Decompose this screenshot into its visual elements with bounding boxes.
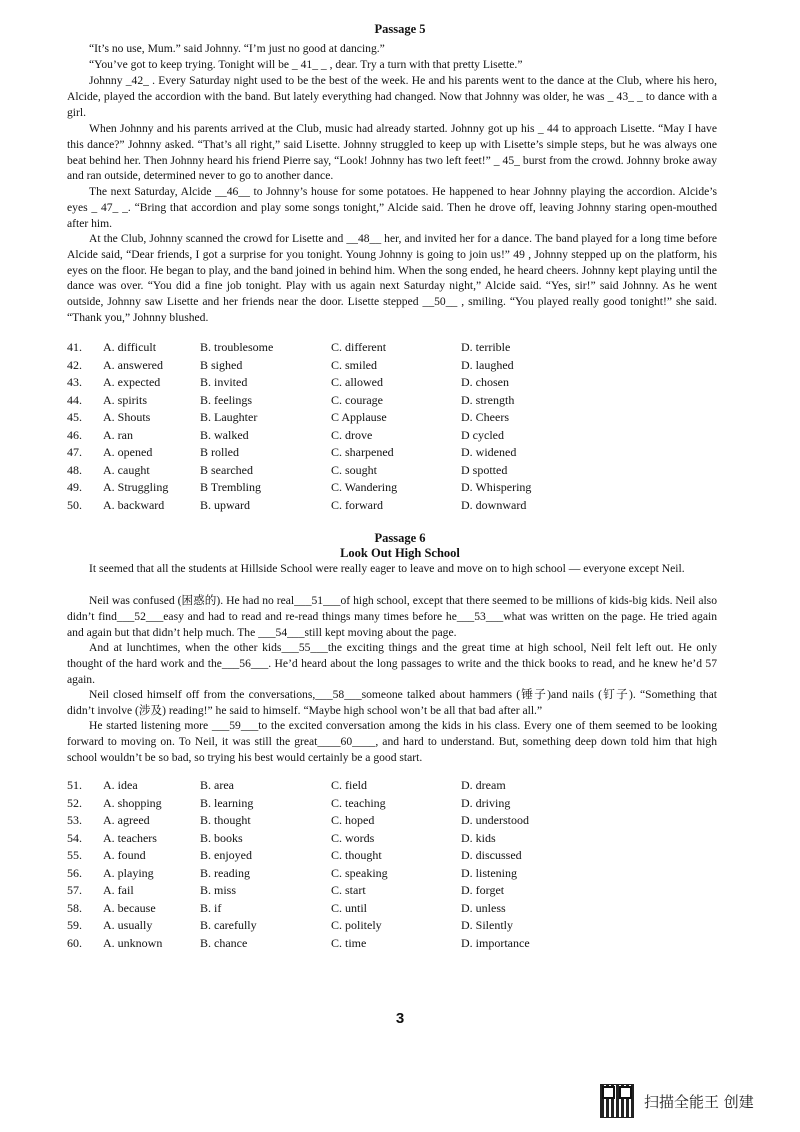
option-d: D. kids — [461, 830, 496, 845]
passage6-paragraph-2: Neil was confused (困惑的). He had no real___51___of high school, except that there seemed to be millions of kids-big kids. Neil also didn’t find___52___easy and had to read and re-read things many times before he___53___what was written on the page. He tried again and again but that didn’t help much. The ___54___still kept moving about the page. — [67, 594, 717, 639]
option-a: A. spirits — [103, 392, 148, 407]
option-a: A. backward — [103, 497, 165, 512]
option-c: C Applause — [331, 410, 387, 424]
question-number: 42. — [67, 357, 82, 372]
option-row — [67, 339, 667, 357]
option-a: A. difficult — [103, 340, 157, 354]
qr-code-icon — [600, 1084, 634, 1118]
option-row — [67, 427, 667, 445]
option-d: D. widened — [461, 445, 517, 459]
option-d: D. unless — [461, 900, 506, 915]
passage6-paragraph-1: It seemed that all the students at Hillside School were really eager to leave and move on to high school — everyone except Neil. — [89, 562, 685, 575]
question-number: 41. — [67, 340, 82, 354]
question-number: 51. — [67, 778, 82, 792]
option-d: D. understood — [461, 813, 529, 827]
option-d: D. terrible — [461, 340, 511, 354]
watermark-text: 扫描全能王 创建 — [644, 1092, 754, 1111]
passage6-title: Passage 6 — [374, 531, 426, 545]
question-number: 44. — [67, 392, 82, 407]
option-a: A. caught — [103, 462, 150, 477]
option-row — [67, 479, 667, 497]
option-c: C. hoped — [331, 813, 375, 827]
option-a: A. unknown — [103, 935, 163, 950]
option-c: C. field — [331, 778, 367, 792]
passage5-paragraph-4: When Johnny and his parents arrived at the Club, music had already started. Johnny got up his _ 44 to approach Lisette. “May I have this dance?” Johnny asked. “That’s all right,” said Lisette. Johnny struggled to keep up with Lisette’s simple steps, but he was always one beat behind her. Then Johnny heard his friend Pierre say, “Look! Johnny has two left feet!” _ 45_ burst from the crowd. Johnny broke away and ran outside, determined never to go to another dance. — [67, 122, 717, 183]
option-c: C. time — [331, 935, 367, 950]
passage5-paragraph-5: The next Saturday, Alcide __46__ to Johnny’s house for some potatoes. He happened to hear Johnny playing the accordion. Alcide’s eyes _ 47_ _. “Bring that accordion and play some songs tonight,” Alcide said. Then he drove off, leaving Johnny staring open-mouthed after him. — [67, 185, 717, 230]
option-a: A. found — [103, 848, 146, 862]
passage6-paragraph-4: Neil closed himself off from the conversations,___58___someone talked about hammers (锤子)and nails (钉子). “Something that didn’t involve (涉及) reading!” he said to himself. “Maybe high school won’t be all that bad after all.” — [67, 688, 717, 717]
question-number: 50. — [67, 497, 82, 512]
option-a: A. expected — [103, 375, 161, 389]
option-a: A. because — [103, 900, 156, 915]
option-d: D. listening — [461, 865, 517, 880]
passage5-options — [67, 339, 667, 514]
option-a: A. agreed — [103, 813, 150, 827]
option-c: C. politely — [331, 918, 382, 932]
option-d: D. Cheers — [461, 410, 509, 424]
option-b: B. troublesome — [200, 340, 274, 354]
option-c: C. sharpened — [331, 445, 394, 459]
question-number: 52. — [67, 795, 82, 810]
passage5-paragraph-2: “You’ve got to keep trying. Tonight will be _ 41_ _ , dear. Try a turn with that pretty Lisette.” — [89, 58, 523, 71]
option-c: C. forward — [331, 497, 383, 512]
option-c: C. words — [331, 830, 375, 845]
option-b: B. Laughter — [200, 410, 258, 424]
option-c: C. teaching — [331, 795, 386, 810]
page-number: 3 — [395, 1010, 405, 1027]
option-row — [67, 812, 667, 830]
option-b: B. area — [200, 778, 234, 792]
option-b: B. miss — [200, 883, 237, 897]
passage5-title: Passage 5 — [374, 22, 426, 36]
option-b: B. carefully — [200, 918, 257, 932]
question-number: 56. — [67, 865, 82, 880]
option-d: D. importance — [461, 935, 530, 950]
question-number: 49. — [67, 480, 82, 494]
option-a: A. shopping — [103, 795, 162, 810]
question-number: 58. — [67, 900, 82, 915]
option-b: B. chance — [200, 935, 248, 950]
option-d: D. discussed — [461, 848, 522, 862]
option-a: A. Struggling — [103, 480, 169, 494]
option-d: D cycled — [461, 427, 504, 442]
option-b: B sighed — [200, 357, 243, 372]
option-row — [67, 374, 667, 392]
option-row — [67, 795, 667, 813]
option-c: C. start — [331, 883, 366, 897]
option-a: A. fail — [103, 883, 134, 897]
passage6-paragraph-3: And at lunchtimes, when the other kids___55___the exciting things and the great time at high school, Neil felt left out. He only thought of the hard work and the___56___. He’d heard about the long passages to write and the thick books to read, and he knew he’d 57 again. — [67, 641, 717, 686]
question-number: 57. — [67, 883, 82, 897]
option-d: D. strength — [461, 392, 515, 407]
option-b: B. thought — [200, 813, 251, 827]
option-a: A. ran — [103, 427, 133, 442]
option-b: B. books — [200, 830, 243, 845]
option-c: C. speaking — [331, 865, 388, 880]
option-a: A. Shouts — [103, 410, 151, 424]
option-row — [67, 882, 667, 900]
question-number: 46. — [67, 427, 82, 442]
option-b: B Trembling — [200, 480, 262, 494]
question-number: 55. — [67, 848, 82, 862]
passage5-paragraph-6: At the Club, Johnny scanned the crowd for Lisette and __48__ her, and invited her for a dance. The band played for a long time before Alcide said, “Dear friends, I got a surprise for you tonight. Young Johnny is going to join us!” 49 , Johnny stepped up on the platform, his eyes on the floor. He began to play, and the band joined in behind him. When the song ended, he heard cheers. Johnny kept playing until the dance was over. “You did a fine job tonight. Play with us again next Saturday night,” Alcide said. “Yes, sir!” said Johnny. As he went outside, Johnny saw Lisette and her friends near the door. Lisette stepped __50__ , smiling. “You played really good tonight!” she said. “Thank you,” Johnny blushed. — [67, 232, 717, 324]
option-row — [67, 497, 667, 515]
option-row — [67, 444, 667, 462]
option-c: C. drove — [331, 427, 373, 442]
question-number: 43. — [67, 375, 82, 389]
option-row — [67, 409, 667, 427]
option-b: B. reading — [200, 865, 250, 880]
option-b: B. if — [200, 900, 222, 915]
option-b: B searched — [200, 462, 253, 477]
option-d: D. Whispering — [461, 480, 532, 494]
option-row — [67, 900, 667, 918]
question-number: 47. — [67, 445, 82, 459]
option-b: B. walked — [200, 427, 249, 442]
option-d: D. driving — [461, 795, 511, 810]
question-number: 60. — [67, 935, 82, 950]
option-b: B. learning — [200, 795, 254, 810]
option-row — [67, 392, 667, 410]
option-d: D spotted — [461, 462, 508, 477]
question-number: 53. — [67, 813, 82, 827]
option-c: C. smiled — [331, 357, 378, 372]
option-b: B rolled — [200, 445, 239, 459]
option-c: C. thought — [331, 848, 382, 862]
option-row — [67, 917, 667, 935]
option-row — [67, 830, 667, 848]
option-a: A. answered — [103, 357, 163, 372]
option-a: A. idea — [103, 778, 138, 792]
option-d: D. downward — [461, 497, 527, 512]
question-number: 45. — [67, 410, 82, 424]
option-d: D. chosen — [461, 375, 509, 389]
option-row — [67, 935, 667, 953]
option-d: D. laughed — [461, 357, 514, 372]
option-b: B. upward — [200, 497, 250, 512]
option-row — [67, 357, 667, 375]
option-c: C. different — [331, 340, 387, 354]
option-c: C. until — [331, 900, 368, 915]
option-a: A. opened — [103, 445, 153, 459]
option-d: D. Silently — [461, 918, 514, 932]
passage6-subtitle: Look Out High School — [340, 546, 460, 560]
option-a: A. teachers — [103, 830, 157, 845]
option-b: B. invited — [200, 375, 248, 389]
option-c: C. sought — [331, 462, 378, 477]
question-number: 59. — [67, 918, 82, 932]
option-c: C. courage — [331, 392, 383, 407]
option-a: A. usually — [103, 918, 153, 932]
question-number: 54. — [67, 830, 82, 845]
option-c: C. Wandering — [331, 480, 398, 494]
option-a: A. playing — [103, 865, 154, 880]
option-row — [67, 865, 667, 883]
option-c: C. allowed — [331, 375, 383, 389]
passage6-paragraph-5: He started listening more ___59___to the excited conversation among the kids in his class. Every one of them seemed to be looking forward to moving on. To Neil, it was still the great____60____, and hard to understand. But, something deep down told him that high school wouldn’t be so bad, so trying his best would certainly be a good start. — [67, 719, 717, 764]
option-b: B. feelings — [200, 392, 252, 407]
question-number: 48. — [67, 462, 82, 477]
option-row — [67, 777, 667, 795]
passage5-paragraph-3: Johnny _42_ . Every Saturday night used to be the best of the week. He and his parents went to the dance at the Club, where his hero, Alcide, played the accordion with the band. But lately everything had changed. Now that Johnny was older, he was _ 43_ _ to dance with a girl. — [67, 74, 717, 119]
option-d: D. dream — [461, 778, 506, 792]
option-b: B. enjoyed — [200, 848, 252, 862]
passage6-options — [67, 777, 667, 952]
passage5-paragraph-1: “It’s no use, Mum.” said Johnny. “I’m just no good at dancing.” — [89, 42, 385, 55]
scanner-watermark — [600, 1084, 790, 1118]
option-row — [67, 847, 667, 865]
option-row — [67, 462, 667, 480]
option-d: D. forget — [461, 883, 505, 897]
